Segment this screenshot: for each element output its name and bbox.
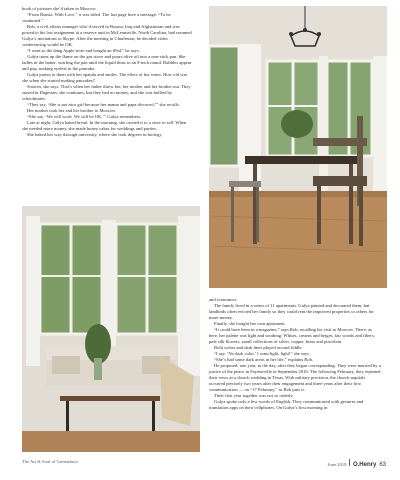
article-paragraph: Gulya spoke only a few words of English. They communicated with gestures and translation apps on their cellphones. On Gulya’s first morning in bbox=[209, 399, 364, 410]
article-paragraph: He proposed: one year, to the day, after they began corresponding. They were married by a justice of the peace in Fayetteville in September 2016. The following February, they repeated their vows at a church wedding in Texas. With military precision, the church nuptials occurred precisely two years after their engagement and three years after their first communication — on “17 February,” as Rob puts it. bbox=[209, 363, 381, 392]
article-paragraph: Bold colors and dark lines played second fiddle. bbox=[214, 345, 303, 350]
living-room-photo bbox=[22, 206, 200, 452]
page-number: 63 bbox=[379, 462, 386, 468]
article-paragraph: Rob, a civil affairs manager who’d served in Bosnia, Iraq and Afghanistan and was posted to his last assignment at a reserve unit in McLeansville, North Carolina, had resumed Gulya’s invitations to Skype. After the meeting in Charleston, he decided video conferencing would be OK. bbox=[22, 24, 192, 47]
article-paragraph: Finally, she bought her own apartment. bbox=[214, 321, 286, 326]
article-paragraph: Their first year together was not so orderly. bbox=[214, 393, 294, 398]
article-column-bottom-right bbox=[209, 297, 381, 411]
dining-room-illustration bbox=[209, 6, 387, 288]
article-paragraph: Late at night, Gulya baked bread. In the morning, she carried it to a store to sell. When she needed more money, she made honey cakes for weddings and parties. bbox=[22, 120, 187, 131]
article-paragraph: book of pictures she’d taken in Moscow. bbox=[22, 6, 97, 11]
article-paragraph: and economics. bbox=[209, 297, 238, 302]
article-paragraph: “I say, ‘No dark color.’ I want light, light!” she says. bbox=[214, 351, 311, 356]
article-paragraph: She baked her way through university, where she took degrees in biology bbox=[27, 132, 162, 137]
living-room-illustration bbox=[22, 206, 200, 452]
footer-date: June 2019 bbox=[327, 462, 347, 467]
footer-tagline: The Art & Soul of Greensboro bbox=[22, 459, 79, 464]
dining-room-photo bbox=[209, 6, 387, 288]
article-paragraph: “She’s had some dark areas in her life,” explains Rob. bbox=[214, 357, 314, 362]
footer-divider bbox=[349, 459, 350, 466]
article-paragraph: “From Russia, With Love,” it was titled. The last page bore a message: “To be continued.” bbox=[22, 12, 171, 23]
article-paragraph: Her mother took her and her brother to Moscow. bbox=[27, 108, 117, 113]
footer-brand: O.Henry bbox=[352, 462, 377, 468]
article-paragraph: Gulya points to them with her spatula and smiles. The effect of hot water. How old was she when she started making pancakes? bbox=[22, 72, 188, 83]
article-paragraph: Sixteen, she says. That’s when her father threw her, her mother and her brother out. They stayed in Dagestan, she continues, but they had no money, and she was bullied by schoolmates. bbox=[22, 84, 191, 101]
article-paragraph: “I went to the dang Apple store and bought an iPad,” he says. bbox=[27, 48, 140, 53]
article-paragraph: “It could have been in a magazine,” says Rob, recalling his visit to Moscow. There, as here, her palette was light and soothing: Whites, creams and beiges, fair woods and fibers, pale silk flowers, small collections of silver, copper, brass and porcelain. bbox=[209, 327, 375, 344]
article-paragraph: Gulya turns up the flame on the gas stove and pours olive oil into a non-stick pan. She ladles in the batter, swirling the pan until the liquid thins to an 8-inch round. Bubbles appear and pop, making eyelets in the pancake. bbox=[22, 54, 192, 71]
footer-folio bbox=[328, 459, 386, 468]
article-paragraph: The family lived in a series of 11 apartments. Gulya painted and decorated them, but landlords often evicted her family so they could rent the improved properties to others for more money. bbox=[209, 303, 374, 320]
article-paragraph: “They say, ‘She is not nice girl because her mama and papa divorced,’” she recalls. bbox=[27, 102, 180, 107]
article-paragraph: “She say, ‘We will work. We will be OK,’” Gulya remembers. bbox=[27, 114, 142, 119]
article-column-top-left bbox=[22, 6, 192, 138]
